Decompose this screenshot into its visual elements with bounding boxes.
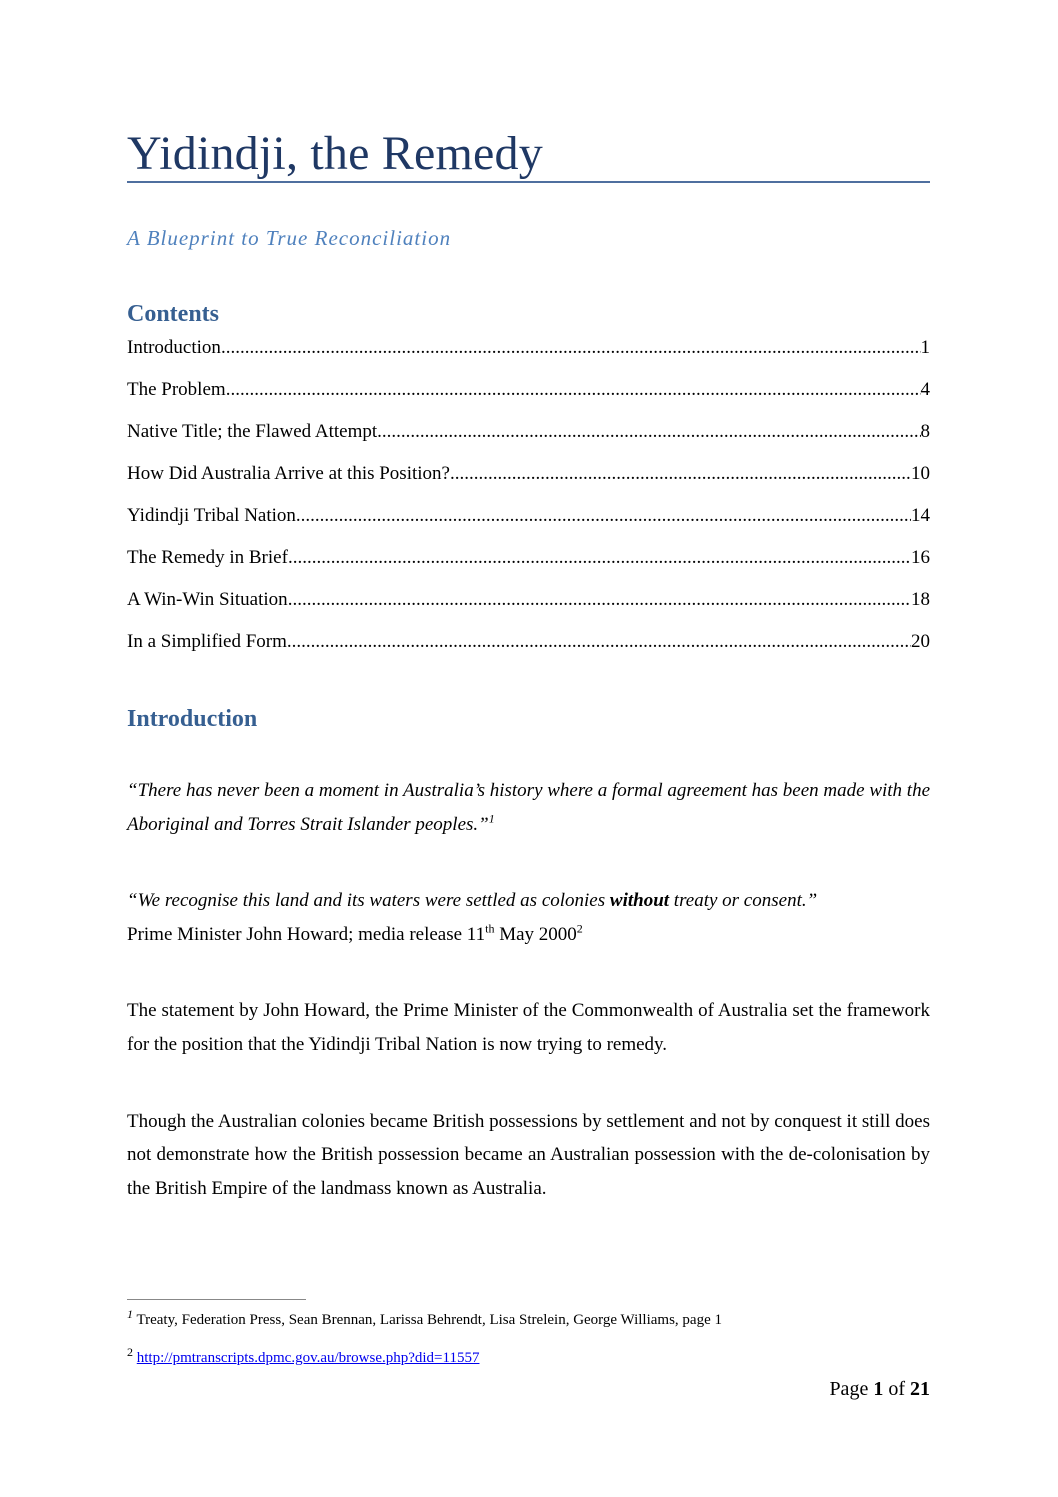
page-current: 1 bbox=[873, 1378, 884, 1400]
toc-entry[interactable] bbox=[127, 334, 930, 376]
toc-entry-label: Yidindji Tribal Nation bbox=[127, 505, 296, 526]
toc-leader bbox=[287, 628, 911, 656]
quote-emphasis: without bbox=[609, 890, 670, 911]
toc-entry-page: 16 bbox=[911, 547, 930, 568]
page-number bbox=[829, 1376, 930, 1402]
page-label: Page bbox=[829, 1378, 874, 1400]
footnote-number: 2 bbox=[127, 1345, 133, 1359]
footnote-ref[interactable]: 2 bbox=[576, 921, 583, 936]
quote-attribution: Prime Minister John Howard; media release 11 bbox=[127, 924, 486, 945]
section-heading-introduction: Introduction bbox=[127, 706, 258, 732]
toc-leader bbox=[450, 460, 911, 488]
footnote-ref[interactable]: 1 bbox=[488, 811, 495, 826]
toc-entry-page: 10 bbox=[911, 463, 930, 484]
toc-entry-label: The Remedy in Brief bbox=[127, 547, 288, 568]
table-of-contents bbox=[127, 334, 930, 670]
toc-heading: Contents bbox=[127, 301, 220, 327]
toc-entry-label: Native Title; the Flawed Attempt bbox=[127, 421, 378, 442]
toc-entry-label: A Win-Win Situation bbox=[127, 589, 288, 610]
footnote-number: 1 bbox=[127, 1307, 133, 1321]
quote-text: treaty or consent.” bbox=[669, 890, 818, 911]
footnote-link[interactable]: http://pmtranscripts.dpmc.gov.au/browse.php?did=11557 bbox=[136, 1350, 480, 1366]
toc-entry-label: How Did Australia Arrive at this Position? bbox=[127, 463, 450, 484]
body-paragraph: Though the Australian colonies became British possessions by settlement and not by conquest it still does not demonstrate how the British possession became an Australian possession with the de-colonisation by the British Empire of the landmass known as Australia. bbox=[127, 1111, 930, 1199]
toc-entry[interactable] bbox=[127, 418, 930, 460]
toc-entry-page: 1 bbox=[920, 337, 930, 358]
toc-leader bbox=[296, 502, 911, 530]
toc-leader bbox=[288, 544, 911, 572]
toc-entry[interactable] bbox=[127, 502, 930, 544]
toc-entry[interactable] bbox=[127, 628, 930, 670]
toc-leader bbox=[377, 418, 920, 446]
toc-entry-label: Introduction bbox=[127, 337, 221, 358]
toc-leader bbox=[288, 586, 911, 614]
toc-entry-page: 20 bbox=[911, 631, 930, 652]
toc-entry-page: 8 bbox=[920, 421, 930, 442]
toc-entry[interactable] bbox=[127, 544, 930, 586]
toc-leader bbox=[221, 334, 921, 362]
toc-entry-page: 4 bbox=[920, 379, 930, 400]
document-subtitle: A Blueprint to True Reconciliation bbox=[127, 226, 452, 250]
footnote-text: Treaty, Federation Press, Sean Brennan, Larissa Behrendt, Lisa Strelein, George Williams, page 1 bbox=[136, 1312, 722, 1328]
toc-entry[interactable] bbox=[127, 460, 930, 502]
ordinal-suffix: th bbox=[485, 921, 495, 936]
toc-entry[interactable] bbox=[127, 586, 930, 628]
page-total: 21 bbox=[910, 1378, 930, 1400]
toc-entry[interactable] bbox=[127, 376, 930, 418]
footnote-separator bbox=[127, 1299, 306, 1300]
quote-attribution-date: May 2000 bbox=[494, 924, 577, 945]
title-underline bbox=[127, 181, 930, 183]
quote-paragraph bbox=[127, 774, 930, 842]
toc-entry-label: In a Simplified Form bbox=[127, 631, 287, 652]
footnote bbox=[127, 1307, 722, 1330]
page-of: of bbox=[883, 1378, 910, 1400]
toc-entry-label: The Problem bbox=[127, 379, 226, 400]
body-paragraph: The statement by John Howard, the Prime Minister of the Commonwealth of Australia set the framework for the position that the Yidindji Tribal Nation is now trying to remedy. bbox=[127, 1000, 930, 1055]
footnote bbox=[127, 1345, 480, 1368]
quote-text: “We recognise this land and its waters were settled as colonies bbox=[127, 890, 610, 911]
document-title: Yidindji, the Remedy bbox=[127, 127, 543, 180]
toc-entry-page: 18 bbox=[911, 589, 930, 610]
quote-paragraph bbox=[127, 884, 930, 952]
toc-leader bbox=[226, 376, 921, 404]
toc-entry-page: 14 bbox=[911, 505, 930, 526]
quote-text: “There has never been a moment in Australia’s history where a formal agreement has been made with the Aboriginal and Torres Strait Islander peoples.” bbox=[127, 780, 931, 835]
